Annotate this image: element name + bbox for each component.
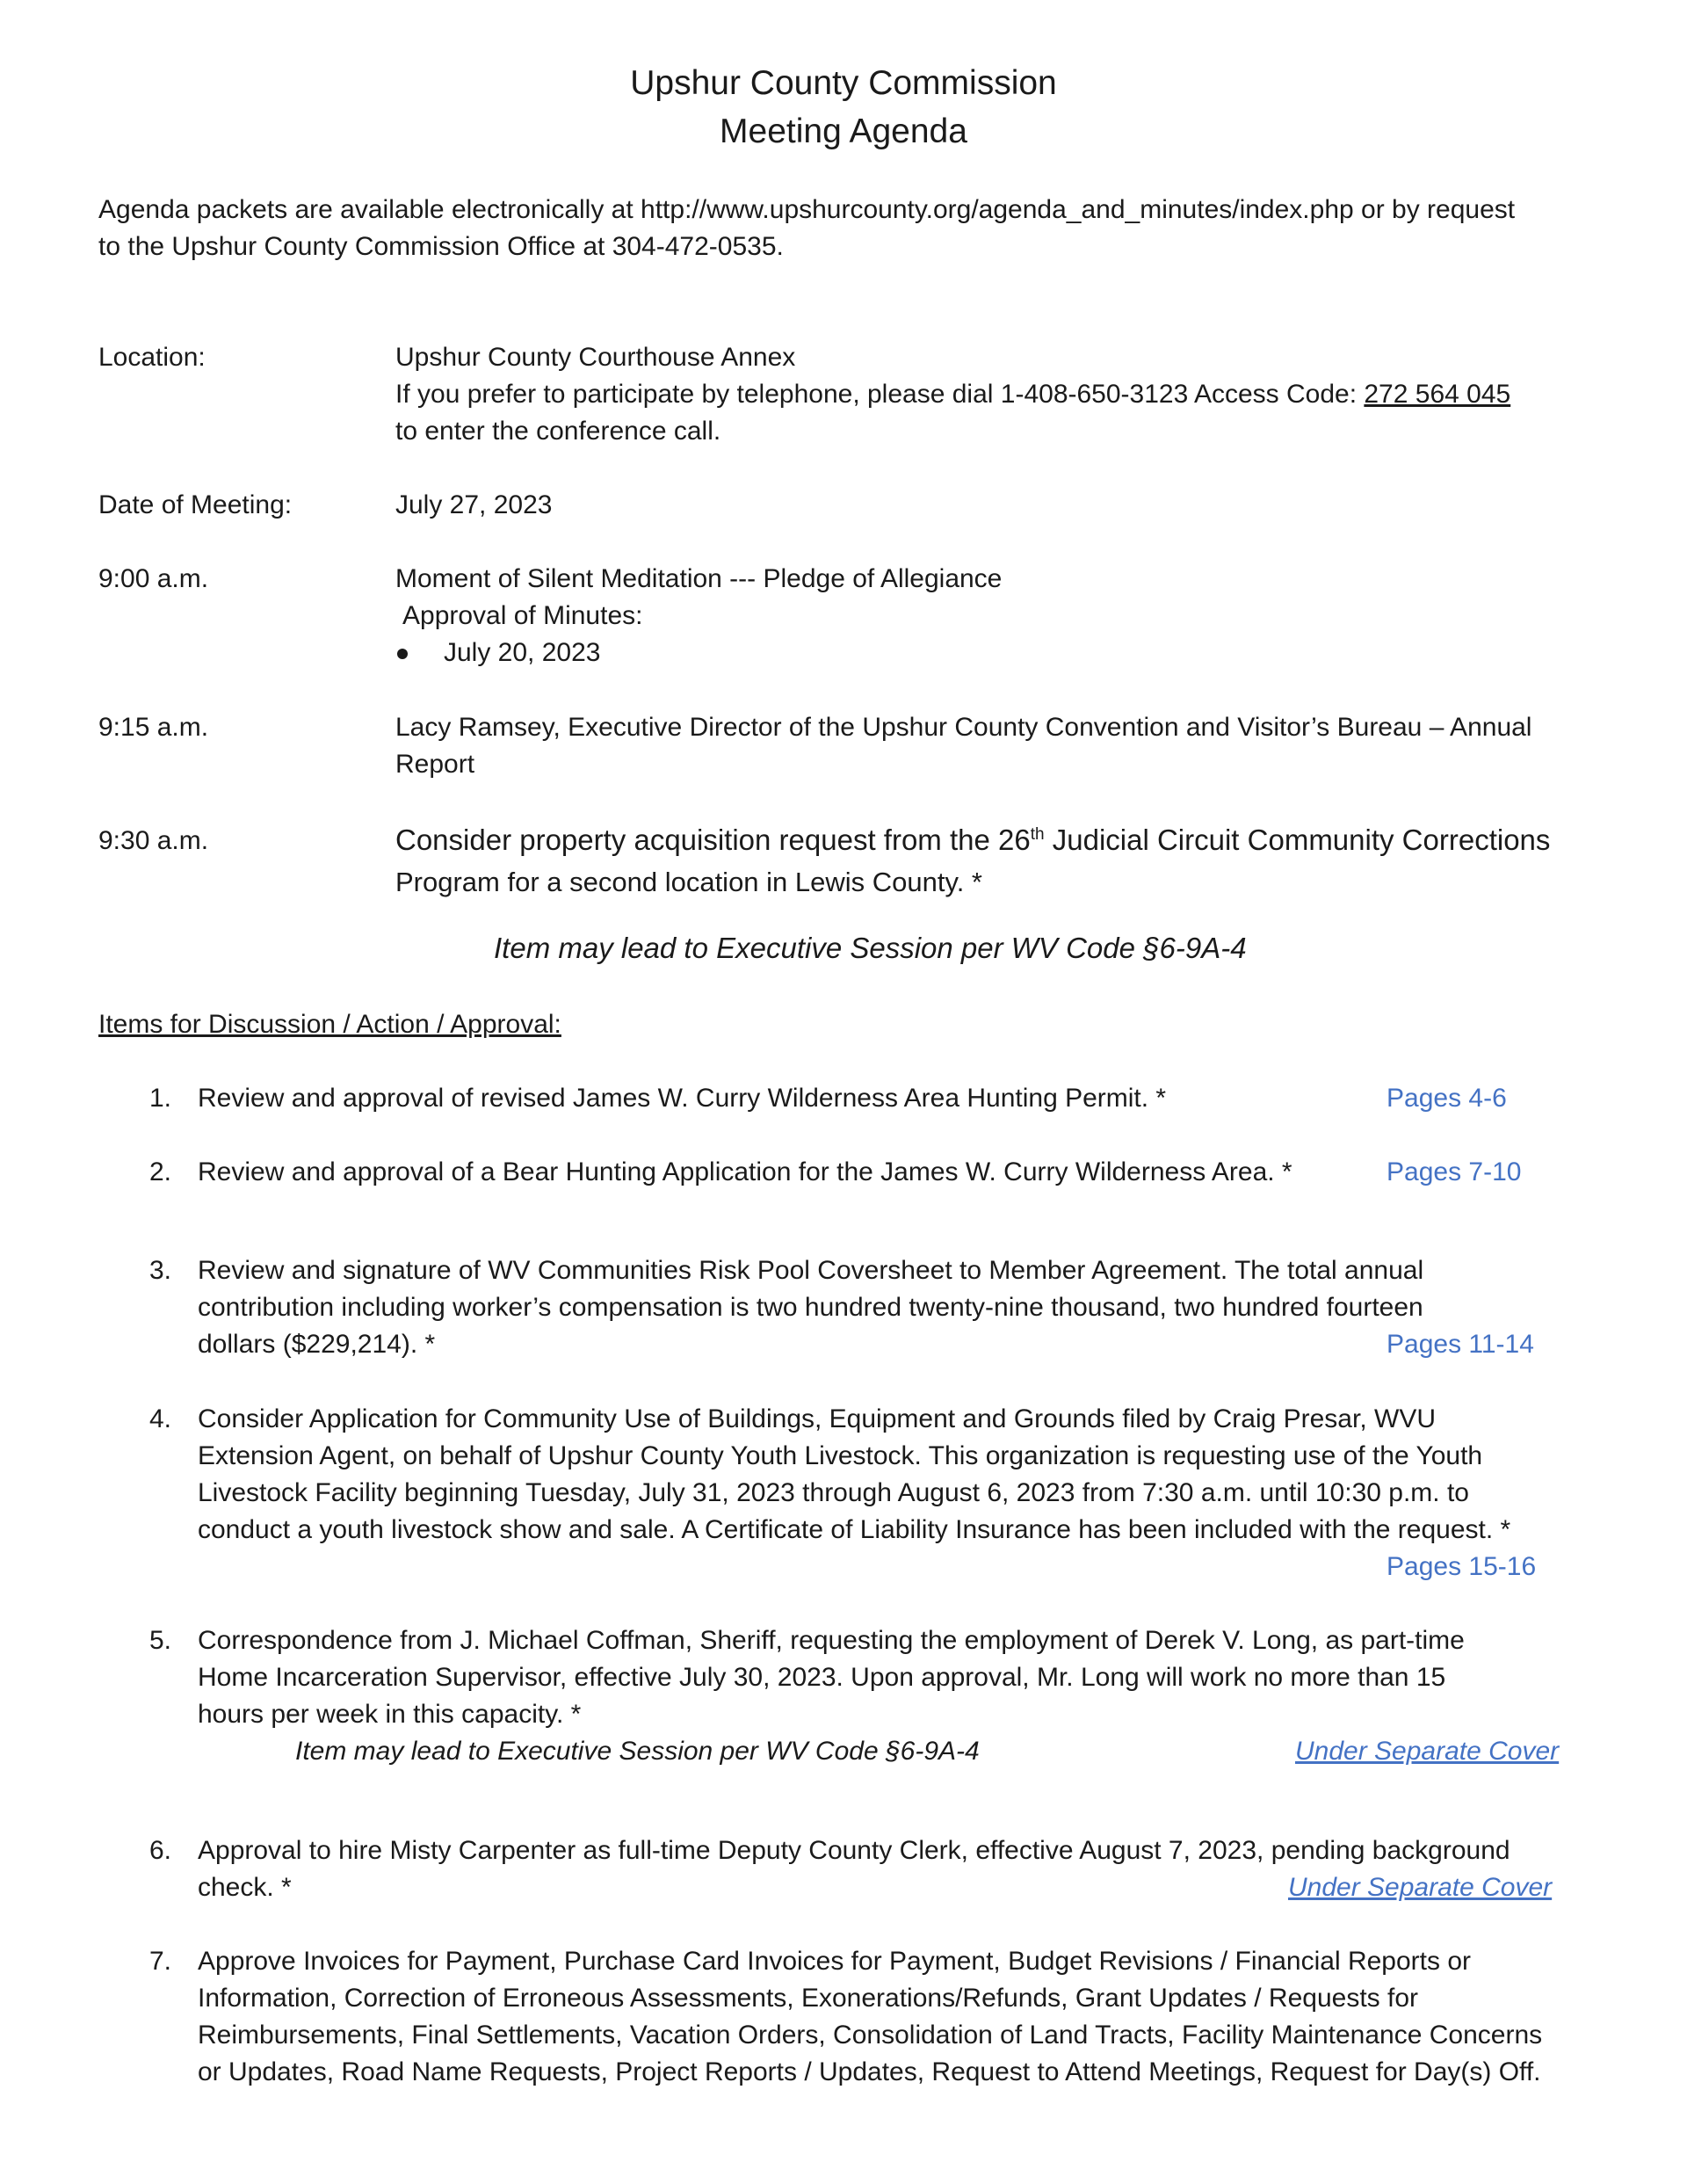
item-text: conduct a youth livestock show and sale. A Certificate of Liability Insurance has been included with the request. *: [198, 1515, 1511, 1544]
item-number: 3.: [149, 1256, 172, 1285]
date-value: July 27, 2023: [395, 490, 553, 519]
item-text: check. *: [198, 1873, 292, 1902]
page-reference: Pages 15-16: [1387, 1552, 1537, 1581]
phone-instructions-end: to enter the conference call.: [395, 417, 721, 446]
schedule-item: Report: [395, 750, 475, 779]
item-text: Approval to hire Misty Carpenter as full-time Deputy County Clerk, effective August 7, 2023, pending background: [198, 1836, 1510, 1865]
separate-cover-link[interactable]: Under Separate Cover: [1288, 1873, 1553, 1902]
item-text: Extension Agent, on behalf of Upshur County Youth Livestock. This organization is requesting use of the Youth: [198, 1441, 1483, 1470]
item-text: Livestock Facility beginning Tuesday, July 31, 2023 through August 6, 2023 from 7:30 a.m. until 10:30 p.m. to: [198, 1478, 1469, 1507]
item-text: Information, Correction of Erroneous Assessments, Exonerations/Refunds, Grant Updates / Requests for: [198, 1984, 1419, 2013]
item-text: Review and signature of WV Communities Risk Pool Coversheet to Member Agreement. The total annual: [198, 1256, 1424, 1285]
item-number: 1.: [149, 1084, 172, 1113]
item-text: contribution including worker’s compensation is two hundred twenty-nine thousand, two hundred fourteen: [198, 1293, 1423, 1322]
item-text: dollars ($229,214). *: [198, 1330, 436, 1359]
phone-instructions-text: If you prefer to participate by telephone, please dial 1-408-650-3123 Access Code:: [395, 380, 1365, 409]
minutes-date: July 20, 2023: [444, 638, 601, 667]
ordinal-suffix: th: [1030, 825, 1045, 844]
item-number: 6.: [149, 1836, 172, 1865]
page-reference: Pages 7-10: [1387, 1157, 1522, 1186]
schedule-item-text: Consider property acquisition request from the 26: [395, 824, 1031, 856]
document-title: Upshur County Commission: [630, 64, 1057, 102]
executive-session-note: Item may lead to Executive Session per WV Code §6-9A-4: [295, 1737, 980, 1766]
location-label: Location:: [98, 343, 206, 372]
document-subtitle: Meeting Agenda: [720, 112, 967, 150]
page-reference: Pages 11-14: [1387, 1330, 1534, 1359]
item-text: Reimbursements, Final Settlements, Vacation Orders, Consolidation of Land Tracts, Facility Maintenance Concerns: [198, 2021, 1543, 2050]
separate-cover-link[interactable]: Under Separate Cover: [1295, 1737, 1560, 1766]
schedule-time: 9:15 a.m.: [98, 713, 209, 742]
intro-line: Agenda packets are available electronically at http://www.upshurcounty.org/agenda_and_minutes/index.php or by request: [98, 195, 1516, 224]
schedule-item: Lacy Ramsey, Executive Director of the Upshur County Convention and Visitor’s Bureau – Annual: [395, 713, 1532, 742]
executive-session-note: Item may lead to Executive Session per WV Code §6-9A-4: [494, 932, 1247, 964]
schedule-item: [395, 820, 1550, 860]
schedule-time: 9:30 a.m.: [98, 826, 209, 855]
item-text: Correspondence from J. Michael Coffman, Sheriff, requesting the employment of Derek V. Long, as part-time: [198, 1626, 1465, 1655]
item-number: 7.: [149, 1947, 172, 1976]
schedule-item: Moment of Silent Meditation --- Pledge of Allegiance: [395, 564, 1003, 593]
item-text: hours per week in this capacity. *: [198, 1700, 582, 1729]
item-text: Consider Application for Community Use of Buildings, Equipment and Grounds filed by Craig Presar, WVU: [198, 1404, 1436, 1433]
page-reference: Pages 4-6: [1387, 1084, 1507, 1113]
item-text: Review and approval of a Bear Hunting Application for the James W. Curry Wilderness Area. *: [198, 1157, 1292, 1186]
items-heading: Items for Discussion / Action / Approval:: [98, 1010, 561, 1039]
item-number: 5.: [149, 1626, 172, 1655]
item-text: Approve Invoices for Payment, Purchase Card Invoices for Payment, Budget Revisions / Financial Reports or: [198, 1947, 1472, 1976]
schedule-item-text: Judicial Circuit Community Corrections: [1044, 824, 1551, 856]
intro-line: to the Upshur County Commission Office at 304-472-0535.: [98, 232, 784, 261]
schedule-item: Program for a second location in Lewis County. *: [395, 867, 982, 897]
item-text: Home Incarceration Supervisor, effective July 30, 2023. Upon approval, Mr. Long will work no more than 15: [198, 1663, 1446, 1692]
phone-instructions: [395, 376, 1510, 413]
schedule-item: Approval of Minutes:: [402, 601, 643, 630]
item-text: or Updates, Road Name Requests, Project Reports / Updates, Request to Attend Meetings, Request for Day(s) Off.: [198, 2057, 1541, 2086]
schedule-time: 9:00 a.m.: [98, 564, 209, 593]
item-number: 4.: [149, 1404, 172, 1433]
item-text: Review and approval of revised James W. Curry Wilderness Area Hunting Permit. *: [198, 1084, 1167, 1113]
date-label: Date of Meeting:: [98, 490, 293, 519]
bullet-icon: [397, 635, 408, 671]
item-number: 2.: [149, 1157, 172, 1186]
access-code: 272 564 045: [1364, 380, 1511, 409]
location-name: Upshur County Courthouse Annex: [395, 343, 796, 372]
